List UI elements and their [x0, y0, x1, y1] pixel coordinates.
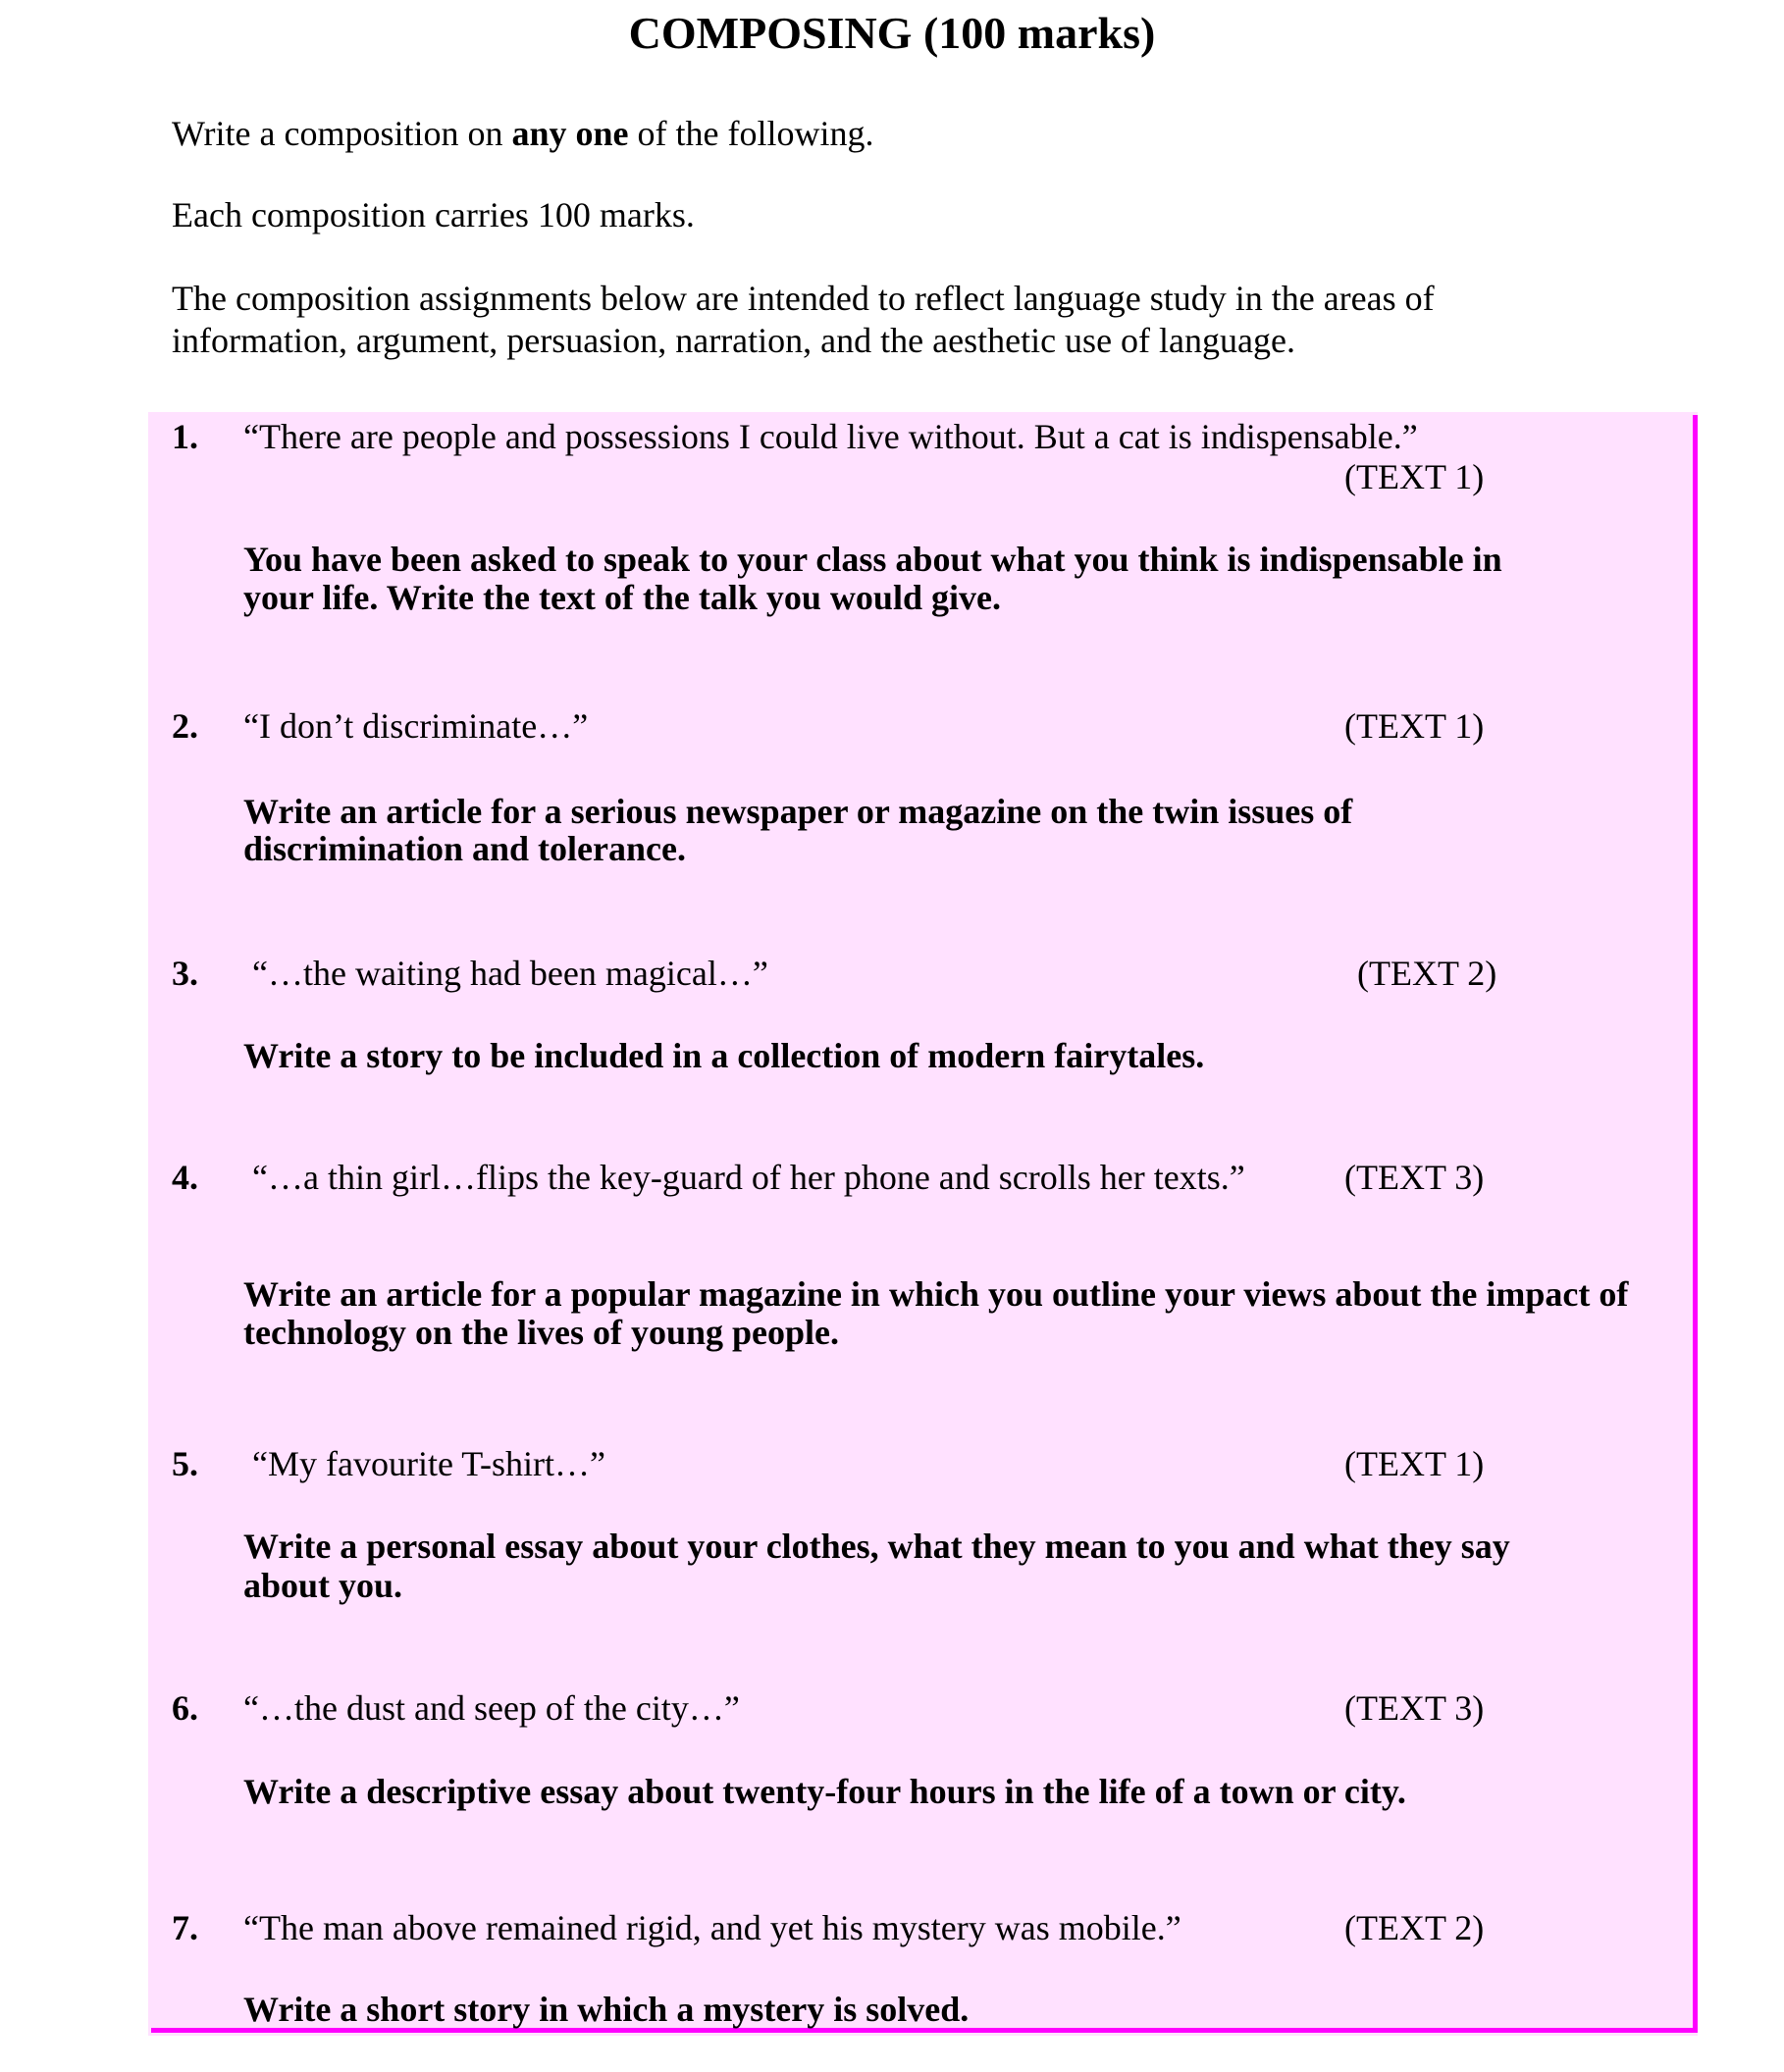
item-instruction — [243, 1036, 1204, 1075]
item-instruction-line: Write a personal essay about your clothes, what they mean to you and what they say — [243, 1527, 1510, 1566]
item-source: (TEXT 3) — [1344, 1158, 1485, 1197]
item-source: (TEXT 2) — [1357, 954, 1497, 993]
item-quote: “…the dust and seep of the city…” — [243, 1688, 740, 1728]
item-number: 3. — [172, 954, 198, 993]
item-instruction-line: technology on the lives of young people. — [243, 1313, 840, 1352]
page-title: COMPOSING (100 marks) — [628, 8, 1156, 58]
item-source: (TEXT 1) — [1344, 457, 1485, 496]
item-quote: “The man above remained rigid, and yet his mystery was mobile.” — [243, 1908, 1181, 1947]
item-number: 4. — [172, 1158, 198, 1197]
item-instruction-line: Write an article for a serious newspaper or magazine on the twin issues of — [243, 792, 1353, 831]
item-number: 7. — [172, 1908, 198, 1947]
item-instruction — [243, 541, 1502, 617]
intro-areas-note — [172, 278, 1435, 362]
intro-marks-note: Each composition carries 100 marks. — [172, 195, 695, 234]
intro-instruction-prefix: Write a composition on — [172, 114, 512, 153]
item-quote: “There are people and possessions I could live without. But a cat is indispensable.” — [243, 417, 1418, 456]
item-source: (TEXT 1) — [1344, 706, 1485, 746]
item-quote: “…the waiting had been magical…” — [252, 954, 768, 993]
item-number: 2. — [172, 706, 198, 746]
intro-instruction-suffix: of the following. — [628, 114, 874, 153]
item-instruction — [243, 793, 1352, 867]
item-instruction-line: Write a short story in which a mystery is solved. — [243, 1990, 970, 2029]
item-instruction — [243, 1990, 969, 2029]
item-instruction — [243, 1772, 1406, 1811]
intro-areas-line: The composition assignments below are intended to reflect language study in the areas of — [172, 279, 1435, 318]
item-instruction-line: Write a story to be included in a collection of modern fairytales. — [243, 1036, 1205, 1075]
item-instruction-line: You have been asked to speak to your class about what you think is indispensable in — [243, 540, 1502, 579]
item-quote: “…a thin girl…flips the key-guard of her phone and scrolls her texts.” — [252, 1158, 1245, 1197]
item-number: 5. — [172, 1444, 198, 1483]
item-source: (TEXT 2) — [1344, 1908, 1485, 1947]
item-instruction-line: Write a descriptive essay about twenty-four hours in the life of a town or city. — [243, 1772, 1406, 1811]
item-source: (TEXT 1) — [1344, 1444, 1485, 1483]
item-instruction-line: Write an article for a popular magazine in which you outline your views about the impact of — [243, 1274, 1629, 1314]
box-border-right — [1693, 415, 1698, 2033]
item-instruction — [243, 1275, 1628, 1352]
item-number: 6. — [172, 1688, 198, 1728]
intro-areas-line: information, argument, persuasion, narration, and the aesthetic use of language. — [172, 321, 1295, 360]
item-instruction — [243, 1527, 1510, 1605]
intro-instruction — [172, 114, 873, 153]
item-number: 1. — [172, 417, 198, 456]
item-instruction-line: discrimination and tolerance. — [243, 829, 686, 868]
item-source: (TEXT 3) — [1344, 1688, 1485, 1728]
item-instruction-line: your life. Write the text of the talk you would give. — [243, 578, 1001, 617]
item-instruction-line: about you. — [243, 1566, 403, 1605]
item-quote: “My favourite T-shirt…” — [252, 1444, 605, 1483]
intro-instruction-emphasis: any one — [511, 114, 629, 153]
item-quote: “I don’t discriminate…” — [243, 706, 589, 746]
